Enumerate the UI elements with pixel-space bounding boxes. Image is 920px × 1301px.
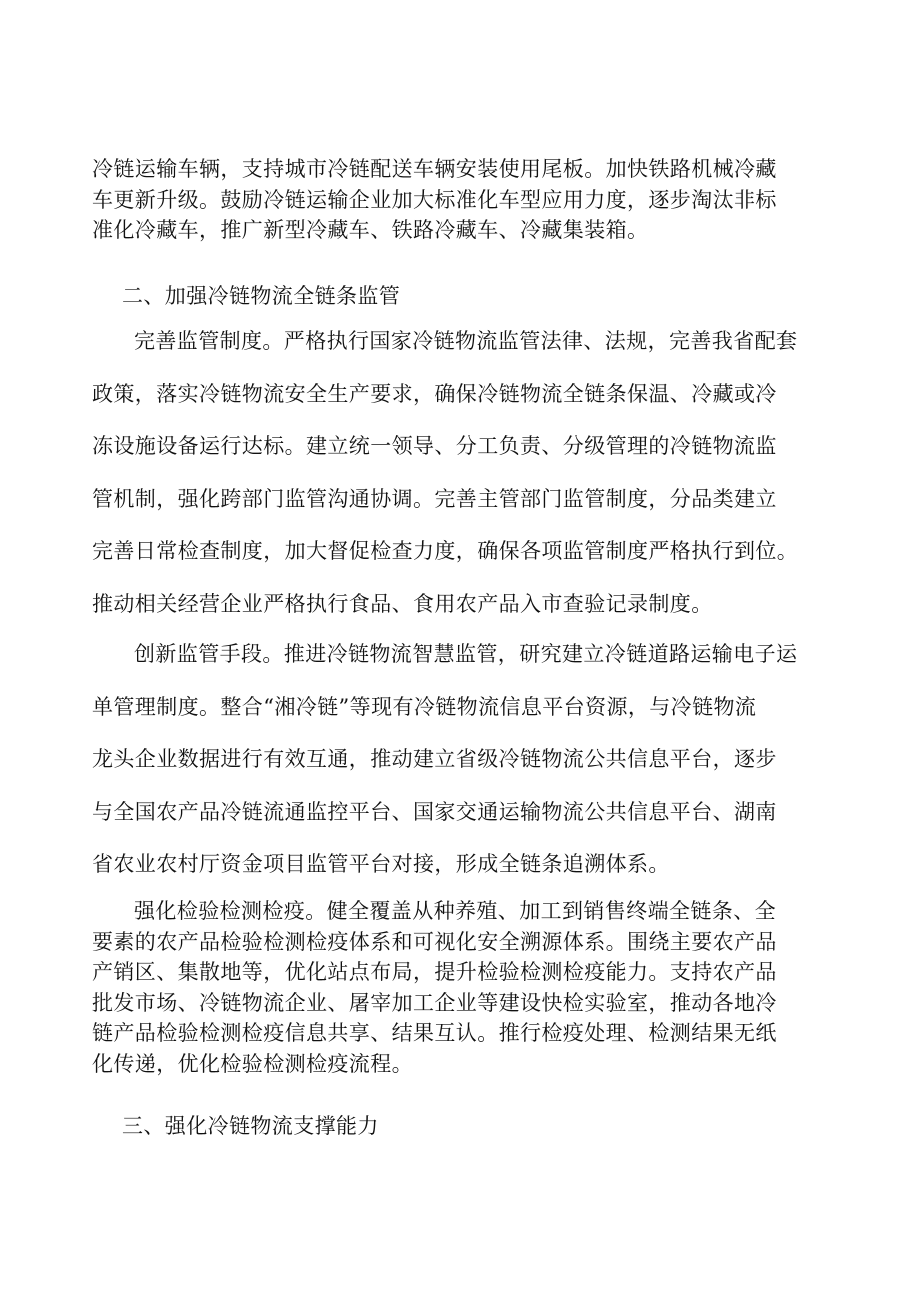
text-line: 创新监管手段。推进冷链物流智慧监管，研究建立冷链道路运输电子运: [134, 642, 798, 666]
text-line: 产销区、集散地等，优化站点布局，提升检验检测检疫能力。支持农产品: [92, 960, 777, 984]
text-line: 准化冷藏车，推广新型冷藏车、铁路冷藏车、冷藏集装箱。: [92, 218, 649, 242]
text-line: 龙头企业数据进行有效互通，推动建立省级冷链物流公共信息平台，逐步: [92, 747, 777, 771]
text-line: 完善监管制度。严格执行国家冷链物流监管法律、法规，完善我省配套: [134, 329, 798, 353]
text-line: 冻设施设备运行达标。建立统一领导、分工负责、分级管理的冷链物流监: [92, 434, 777, 458]
paragraph-intro: [92, 154, 852, 246]
section-heading-2: 二、加强冷链物流全链条监管: [122, 284, 401, 308]
text-line: 车更新升级。鼓励冷链运输企业加大标准化车型应用力度，逐步淘汰非标: [92, 187, 777, 212]
paragraph-supervision-innovation: [92, 628, 852, 891]
text-line: 省农业农村厅资金项目监管平台对接，形成全链条追溯体系。: [92, 852, 670, 876]
text-line: 冷链运输车辆，支持城市冷链配送车辆安装使用尾板。加快铁路机械冷藏: [92, 157, 777, 181]
text-line: 政策，落实冷链物流安全生产要求，确保冷链物流全链条保温、冷藏或冷: [92, 381, 777, 406]
text-line: 强化检验检测检疫。健全覆盖从种养殖、加工到销售终端全链条、全: [134, 899, 776, 923]
section-heading-3: 三、强化冷链物流支撑能力: [122, 1114, 379, 1138]
paragraph-inspection: [92, 896, 852, 1079]
paragraph-supervision-system: [92, 315, 852, 630]
text-line: 链产品检验检测检疫信息共享、结果互认。推行检疫处理、检测结果无纸: [92, 1021, 777, 1045]
text-line: 完善日常检查制度，加大督促检查力度，确保各项监管制度严格执行到位。: [92, 539, 799, 563]
text-line: 批发市场、冷链物流企业、屠宰加工企业等建设快检实验室，推动各地冷: [92, 990, 777, 1015]
text-line: 与全国农产品冷链流通监控平台、国家交通运输物流公共信息平台、湖南: [92, 799, 777, 824]
text-line: 推动相关经营企业严格执行食品、食用农产品入市查验记录制度。: [92, 591, 713, 616]
text-line: 要素的农产品检验检测检疫体系和可视化安全溯源体系。围绕主要农产品: [92, 929, 777, 954]
text-line: 管机制，强化跨部门监管沟通协调。完善主管部门监管制度，分品类建立: [92, 486, 777, 511]
text-line: 化传递，优化检验检测检疫流程。: [92, 1051, 413, 1076]
text-line: 单管理制度。整合“湘冷链”等现有冷链物流信息平台资源，与冷链物流: [92, 694, 757, 719]
